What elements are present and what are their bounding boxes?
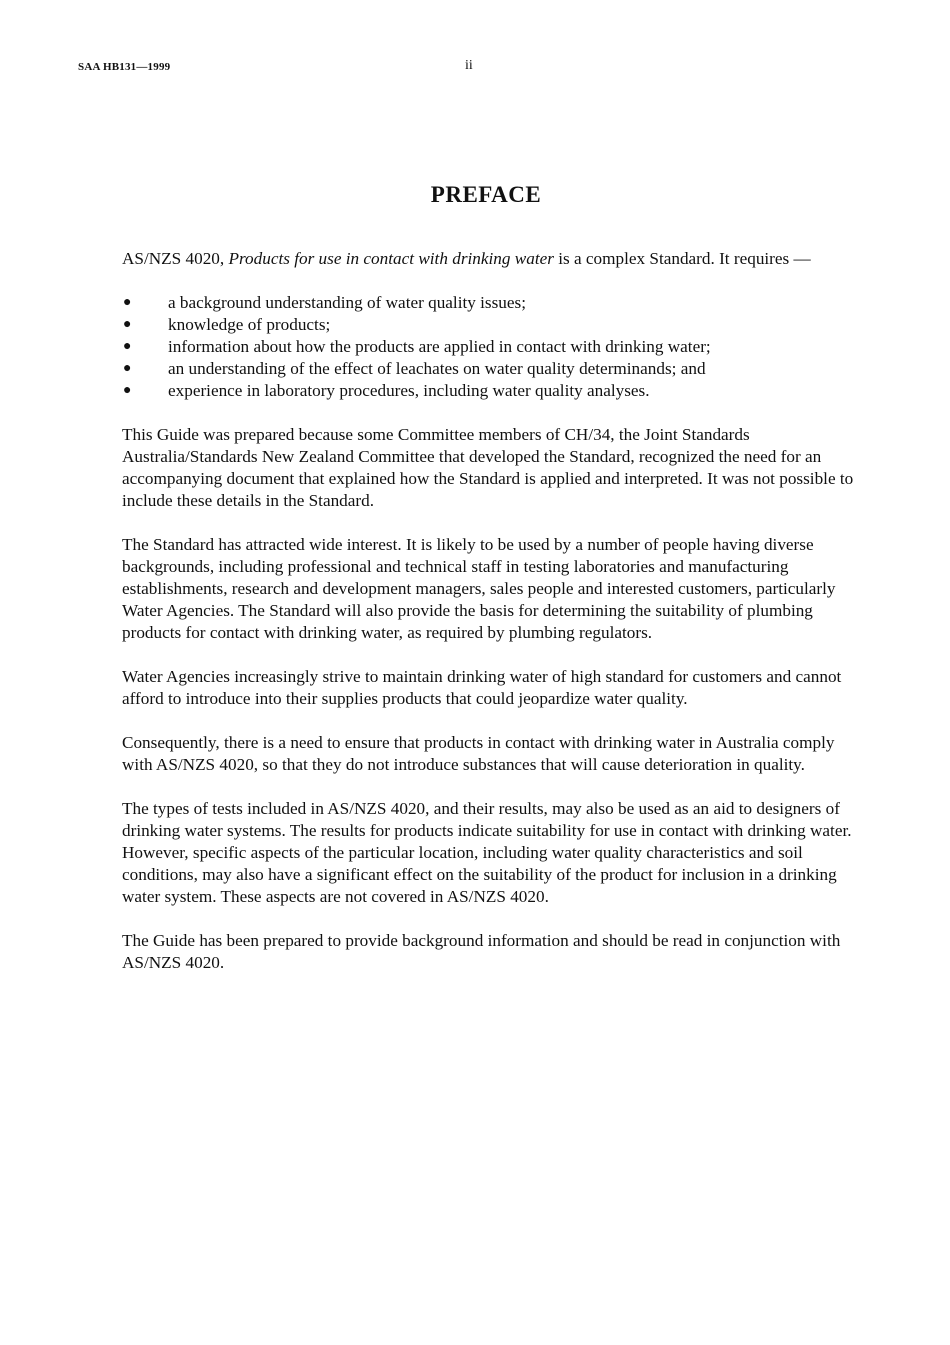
- list-item-text: information about how the products are applied in contact with drinking water;: [168, 337, 711, 356]
- paragraph-water-agencies: Water Agencies increasingly strive to maintain drinking water of high standard for customers and cannot afford to introduce into their supplies products that could jeopardize water quality.: [122, 667, 842, 708]
- bullet-icon: ●: [123, 383, 132, 398]
- intro-prefix: AS/NZS 4020,: [122, 249, 229, 268]
- paragraph-audience: The Standard has attracted wide interest. It is likely to be used by a number of people having diverse backgrounds, including professional and technical staff in testing laboratories and manufacturing establishments, research and development managers, sales people and interested customers, particularly Water Agencies. The Standard will also provide the basis for determining the suitability of plumbing products for contact with drinking water, as required by plumbing regulators.: [122, 535, 836, 642]
- page-header: [0, 58, 950, 78]
- bullet-icon: ●: [123, 295, 132, 310]
- list-item: [122, 314, 857, 336]
- preface-body: [122, 248, 857, 996]
- page-title: PREFACE: [430, 182, 542, 207]
- list-item-text: experience in laboratory procedures, including water quality analyses.: [168, 381, 650, 400]
- paragraph-test-types: The types of tests included in AS/NZS 4020, and their results, may also be used as an aid to designers of drinking water systems. The results for products indicate suitability for use in contact with drinking water. However, specific aspects of the particular location, including water quality characteristics and soil conditions, may also have a significant effect on the suitability of the product for inclusion in a drinking water system. These aspects are not covered in AS/NZS 4020.: [122, 799, 852, 906]
- requirements-list: [122, 292, 857, 402]
- bullet-icon: ●: [123, 317, 132, 332]
- bullet-icon: ●: [123, 361, 132, 376]
- list-item-text: knowledge of products;: [168, 315, 331, 334]
- page-number: ii: [465, 58, 473, 73]
- list-item: [122, 336, 857, 358]
- paragraph-purpose: This Guide was prepared because some Committee members of CH/34, the Joint Standards Australia/Standards New Zealand Committee that developed the Standard, recognized the need for an accompanying document that explained how the Standard is applied and interpreted. It was not possible to include these details in the Standard.: [122, 425, 854, 510]
- bullet-icon: ●: [123, 339, 132, 354]
- standard-title: Products for use in contact with drinking water: [228, 249, 554, 268]
- document-code: SAA HB131—1999: [78, 61, 171, 73]
- list-item-text: an understanding of the effect of leachates on water quality determinands; and: [168, 359, 706, 378]
- paragraph-conclusion: The Guide has been prepared to provide background information and should be read in conjunction with AS/NZS 4020.: [122, 931, 841, 972]
- list-item: [122, 292, 857, 314]
- intro-paragraph: [122, 248, 857, 270]
- paragraph-compliance: Consequently, there is a need to ensure that products in contact with drinking water in Australia comply with AS/NZS 4020, so that they do not introduce substances that will cause deterioration in quality.: [122, 733, 835, 774]
- list-item: [122, 380, 857, 402]
- list-item: [122, 358, 857, 380]
- list-item-text: a background understanding of water quality issues;: [168, 293, 526, 312]
- intro-suffix: is a complex Standard. It requires —: [553, 249, 811, 268]
